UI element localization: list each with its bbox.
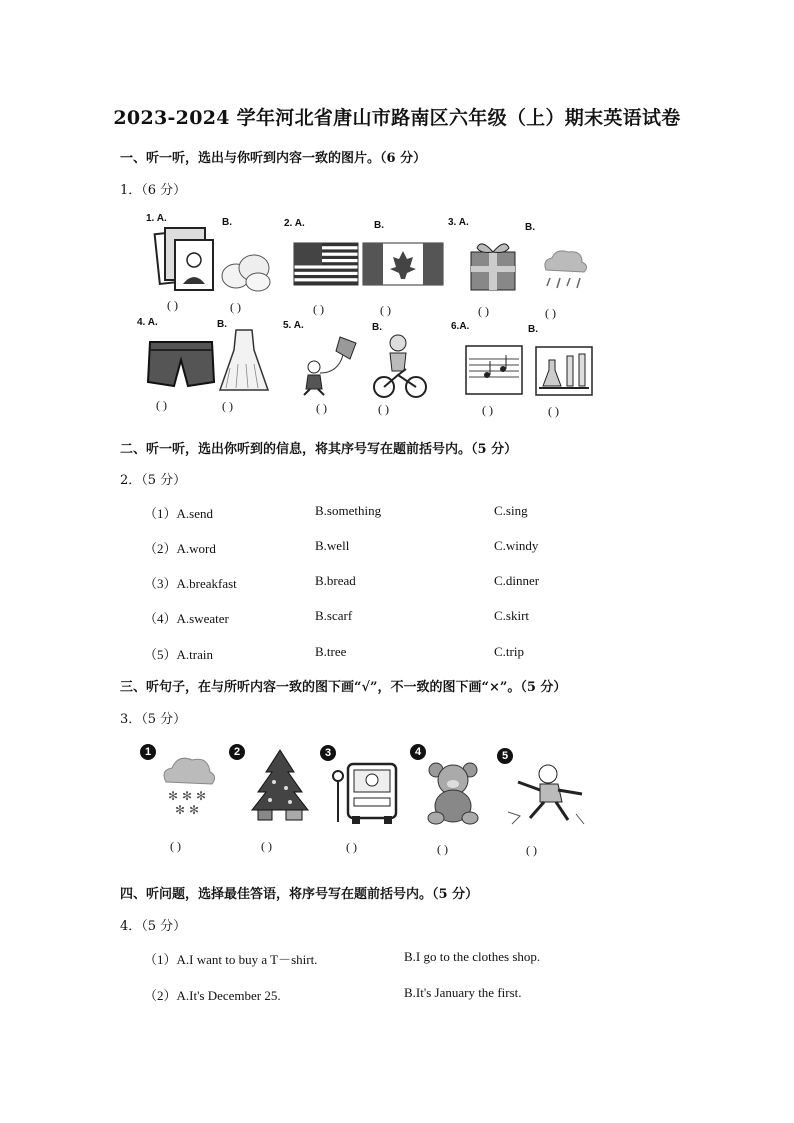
answer-paren-3a[interactable]: ( ) bbox=[478, 304, 489, 318]
q2-row4-option-a: （4）A.sweater bbox=[144, 611, 229, 626]
item-label-2b: B. bbox=[374, 220, 384, 231]
item-label-6b: B. bbox=[528, 324, 538, 335]
item-label-2a: 2. A. bbox=[284, 218, 305, 229]
music-sheet-icon bbox=[465, 345, 523, 395]
item-label-1a: 1. A. bbox=[146, 213, 167, 224]
christmas-tree-icon bbox=[250, 748, 310, 822]
section1-heading: 一、听一听，选出与你听到内容一致的图片。（6 分） bbox=[120, 151, 427, 166]
item-label-5b: B. bbox=[372, 322, 382, 333]
item-label-4a: 4. A. bbox=[137, 317, 158, 328]
answer-paren-6a[interactable]: ( ) bbox=[482, 403, 493, 417]
answer-paren-4a[interactable]: ( ) bbox=[156, 398, 167, 412]
canada-flag-icon bbox=[363, 243, 443, 285]
q2-row2-option-a: （2）A.word bbox=[144, 541, 216, 556]
q2-row3-option-c: C.dinner bbox=[494, 573, 540, 588]
answer-paren-5a[interactable]: ( ) bbox=[316, 401, 327, 415]
answer-paren-3-4[interactable]: ( ) bbox=[437, 842, 448, 856]
item-label-6a: 6.A. bbox=[451, 321, 470, 332]
q2-row3-option-a: （3）A.breakfast bbox=[144, 576, 237, 591]
badge-4: 4 bbox=[410, 744, 426, 760]
item-label-1b: B. bbox=[222, 217, 232, 228]
q2-row2-option-b: B.well bbox=[315, 538, 350, 553]
badge-3: 3 bbox=[320, 745, 336, 761]
shorts-icon bbox=[146, 338, 216, 390]
falling-boy-icon bbox=[506, 754, 588, 826]
q2-row2-option-c: C.windy bbox=[494, 538, 539, 553]
rain-cloud-icon bbox=[538, 248, 590, 296]
item-label-3b: B. bbox=[525, 222, 535, 233]
answer-paren-3-5[interactable]: ( ) bbox=[526, 843, 537, 857]
question3-label: 3．（5 分） bbox=[120, 712, 187, 727]
svg-text:✻: ✻ bbox=[189, 803, 200, 817]
question4-label: 4．（5 分） bbox=[120, 919, 187, 934]
badge-5: 5 bbox=[497, 748, 513, 764]
answer-paren-2a[interactable]: ( ) bbox=[313, 302, 324, 316]
potatoes-icon bbox=[220, 244, 272, 292]
snow-cloud-icon bbox=[158, 752, 220, 818]
item-label-3a: 3. A. bbox=[448, 217, 469, 228]
q4-row2-option-b: B.It's January the first. bbox=[404, 985, 522, 1000]
gift-box-icon bbox=[467, 236, 519, 294]
lab-equipment-icon bbox=[535, 346, 593, 396]
item-label-5a: 5. A. bbox=[283, 320, 304, 331]
question1-label: 1．（6 分） bbox=[120, 183, 187, 198]
answer-paren-3-1[interactable]: ( ) bbox=[170, 839, 181, 853]
q4-row1-option-b: B.I go to the clothes shop. bbox=[404, 949, 541, 964]
q4-row1-option-a: （1）A.I want to buy a T－shirt. bbox=[144, 952, 318, 967]
kite-boy-icon bbox=[298, 333, 360, 395]
svg-text:✻: ✻ bbox=[196, 789, 207, 803]
answer-paren-1a[interactable]: ( ) bbox=[167, 298, 178, 312]
question2-label: 2．（5 分） bbox=[120, 473, 187, 488]
teddy-bear-icon bbox=[424, 760, 482, 826]
answer-paren-2b[interactable]: ( ) bbox=[380, 303, 391, 317]
badge-2: 2 bbox=[229, 744, 245, 760]
answer-paren-1b[interactable]: ( ) bbox=[230, 300, 241, 314]
usa-flag-icon bbox=[294, 243, 358, 285]
q2-row5-option-a: （5）A.train bbox=[144, 647, 213, 662]
dress-icon bbox=[218, 328, 270, 394]
answer-paren-5b[interactable]: ( ) bbox=[378, 402, 389, 416]
section4-heading: 四、听问题，选择最佳答语，将序号写在题前括号内。（5 分） bbox=[120, 887, 479, 902]
photos-icon bbox=[155, 226, 217, 294]
q2-row3-option-b: B.bread bbox=[315, 573, 356, 588]
q2-row1-option-a: （1）A.send bbox=[144, 506, 213, 521]
answer-paren-3-3[interactable]: ( ) bbox=[346, 840, 357, 854]
q2-row1-option-c: C.sing bbox=[494, 503, 528, 518]
badge-1: 1 bbox=[140, 744, 156, 760]
q2-row5-option-c: C.trip bbox=[494, 644, 524, 659]
page-title: 2023-2024 学年河北省唐山市路南区六年级（上）期末英语试卷 bbox=[113, 107, 681, 129]
q2-row4-option-b: B.scarf bbox=[315, 608, 353, 623]
q4-row2-option-a: （2）A.It's December 25. bbox=[144, 988, 281, 1003]
bus-icon bbox=[330, 760, 400, 826]
svg-text:✻: ✻ bbox=[168, 789, 179, 803]
answer-paren-6b[interactable]: ( ) bbox=[548, 404, 559, 418]
section3-heading: 三、听句子，在与所听内容一致的图下画“√”，不一致的图下画“×”。（5 分） bbox=[120, 680, 567, 695]
item-label-4b: B. bbox=[217, 319, 227, 330]
q2-row4-option-c: C.skirt bbox=[494, 608, 530, 623]
q2-row5-option-b: B.tree bbox=[315, 644, 347, 659]
cyclist-icon bbox=[372, 333, 428, 399]
answer-paren-4b[interactable]: ( ) bbox=[222, 399, 233, 413]
section2-heading: 二、听一听，选出你听到的信息，将其序号写在题前括号内。（5 分） bbox=[120, 442, 518, 457]
answer-paren-3-2[interactable]: ( ) bbox=[261, 839, 272, 853]
answer-paren-3b[interactable]: ( ) bbox=[545, 306, 556, 320]
q2-row1-option-b: B.something bbox=[315, 503, 382, 518]
svg-text:✻: ✻ bbox=[182, 789, 193, 803]
svg-text:✻: ✻ bbox=[175, 803, 186, 817]
